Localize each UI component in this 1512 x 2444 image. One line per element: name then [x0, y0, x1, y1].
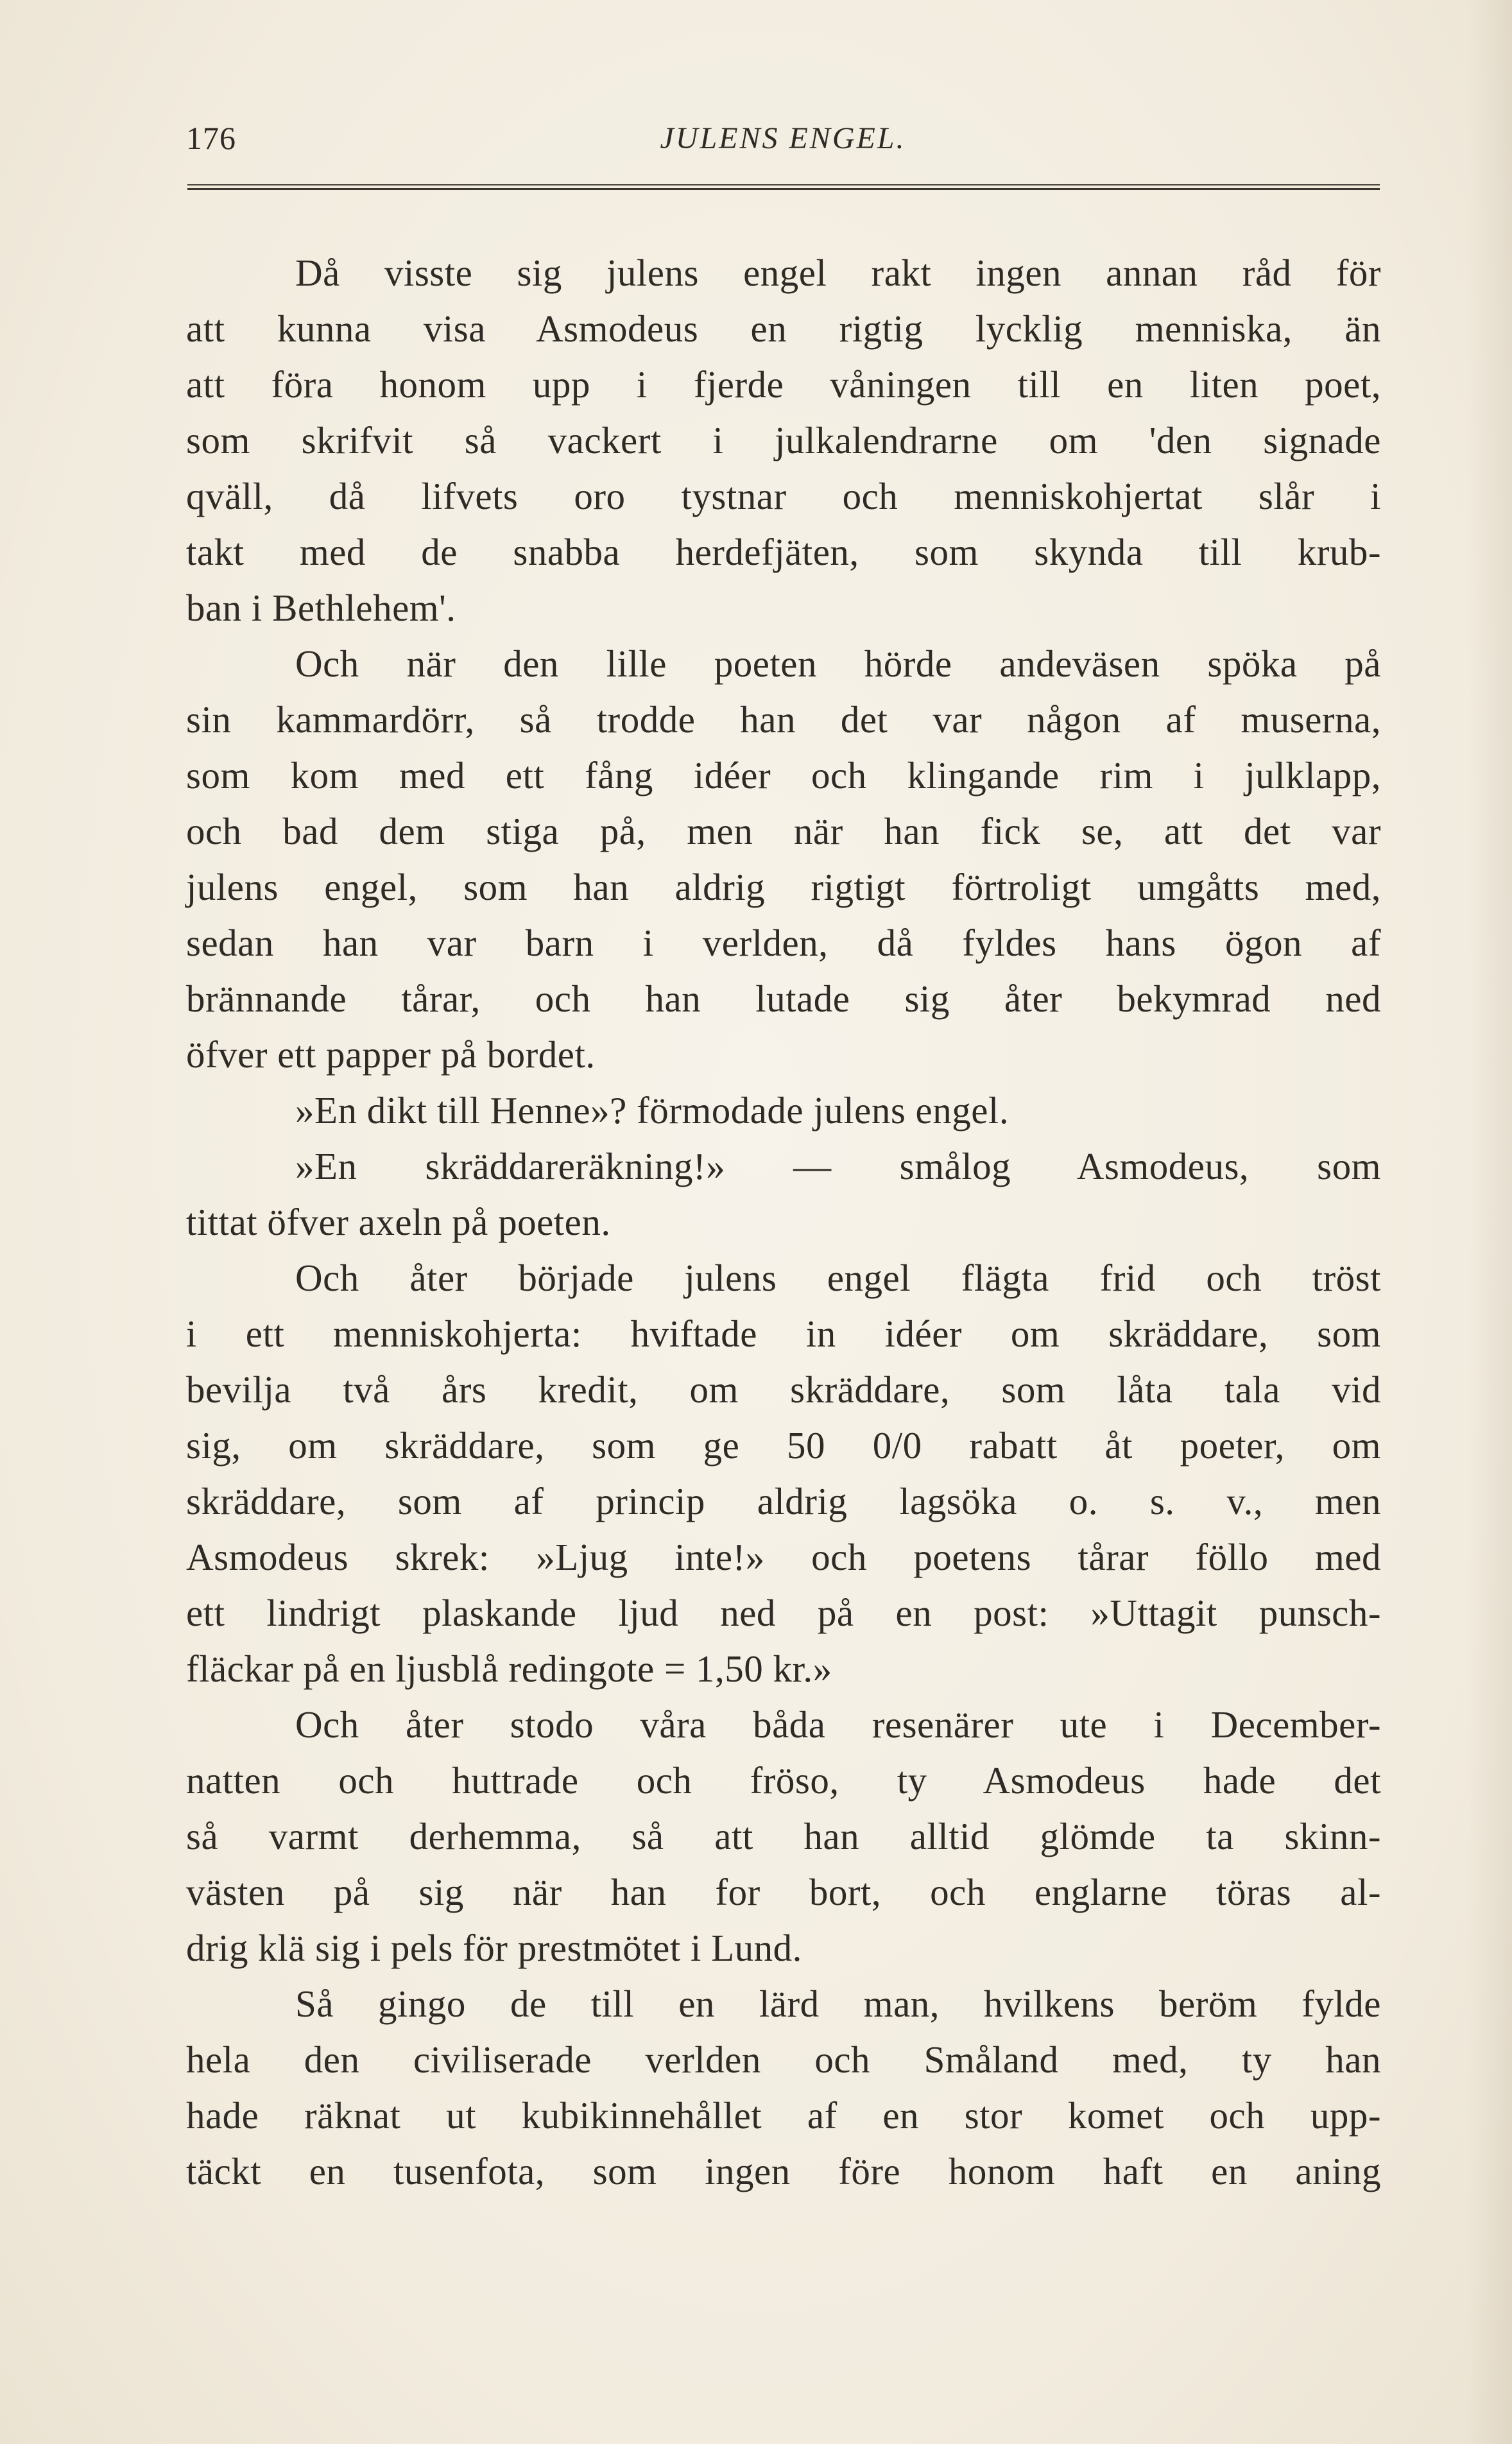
text-line: Och åter stodo våra båda resenärer ute i December-	[295, 1703, 1381, 1746]
text-line: »En dikt till Henne»? förmodade julens engel.	[295, 1089, 1009, 1132]
text-line: ett lindrigt plaskande ljud ned på en post: »Uttagit punsch-	[186, 1592, 1381, 1634]
text-line: sin kammardörr, så trodde han det var någon af muserna,	[186, 698, 1381, 741]
text-line: så varmt derhemma, så att han alltid glömde ta skinn-	[186, 1815, 1381, 1857]
text-line: västen på sig när han for bort, och englarne töras al-	[186, 1871, 1381, 1913]
header-rule-thick	[187, 188, 1380, 190]
text-line: sig, om skräddare, som ge 50 0/0 rabatt åt poeter, om	[186, 1424, 1381, 1467]
text-line: att föra honom upp i fjerde våningen till en liten poet,	[186, 363, 1381, 406]
text-line: skräddare, som af princip aldrig lagsöka o. s. v., men	[186, 1480, 1381, 1522]
text-line: natten och huttrade och fröso, ty Asmodeus hade det	[186, 1759, 1381, 1802]
text-line: hade räknat ut kubikinnehållet af en stor komet och upp-	[186, 2094, 1381, 2137]
text-line: brännande tårar, och han lutade sig åter bekymrad ned	[186, 977, 1381, 1020]
text-line: sedan han var barn i verlden, då fyldes hans ögon af	[186, 922, 1381, 964]
text-line: Och åter började julens engel flägta frid och tröst	[295, 1257, 1381, 1299]
text-line: hela den civiliserade verlden och Småland med, ty han	[186, 2038, 1381, 2081]
text-line: som skrifvit så vackert i julkalendrarne om 'den signade	[186, 419, 1381, 461]
body-text	[186, 245, 1381, 2199]
text-line: drig klä sig i pels för prestmötet i Lund.	[186, 1927, 802, 1969]
page-number: 176	[186, 120, 236, 156]
text-line: täckt en tusenfota, som ingen före honom haft en aning	[186, 2150, 1381, 2192]
page-edge-shadow	[1467, 0, 1512, 2444]
text-line: julens engel, som han aldrig rigtigt förtroligt umgåtts med,	[186, 866, 1381, 908]
text-line: i ett menniskohjerta: hviftade in idéer om skräddare, som	[186, 1312, 1381, 1355]
text-line: qväll, då lifvets oro tystnar och menniskohjertat slår i	[186, 475, 1381, 517]
text-line: Och när den lille poeten hörde andeväsen spöka på	[295, 642, 1381, 685]
text-line: som kom med ett fång idéer och klingande rim i julklapp,	[186, 754, 1381, 796]
text-line: ban i Bethlehem'.	[186, 587, 456, 629]
running-title: JULENS ENGEL.	[660, 121, 906, 155]
text-line: fläckar på en ljusblå redingote = 1,50 kr.»	[186, 1648, 832, 1690]
text-line: bevilja två års kredit, om skräddare, som låta tala vid	[186, 1368, 1381, 1411]
header-rule-thin	[187, 184, 1380, 185]
text-line: takt med de snabba herdefjäten, som skynda till krub-	[186, 531, 1381, 573]
text-line: »En skräddareräkning!» — smålog Asmodeus, som	[295, 1145, 1381, 1187]
text-line: tittat öfver axeln på poeten.	[186, 1201, 611, 1243]
text-line: Så gingo de till en lärd man, hvilkens beröm fylde	[295, 1983, 1381, 2025]
text-line: och bad dem stiga på, men när han fick se, att det var	[186, 810, 1381, 852]
text-line: att kunna visa Asmodeus en rigtig lycklig menniska, än	[186, 307, 1381, 350]
page-header	[186, 114, 1380, 166]
text-line: Asmodeus skrek: »Ljug inte!» och poetens tårar föllo med	[186, 1536, 1381, 1578]
text-line: Då visste sig julens engel rakt ingen annan råd för	[295, 252, 1381, 294]
text-line: öfver ett papper på bordet.	[186, 1033, 596, 1076]
